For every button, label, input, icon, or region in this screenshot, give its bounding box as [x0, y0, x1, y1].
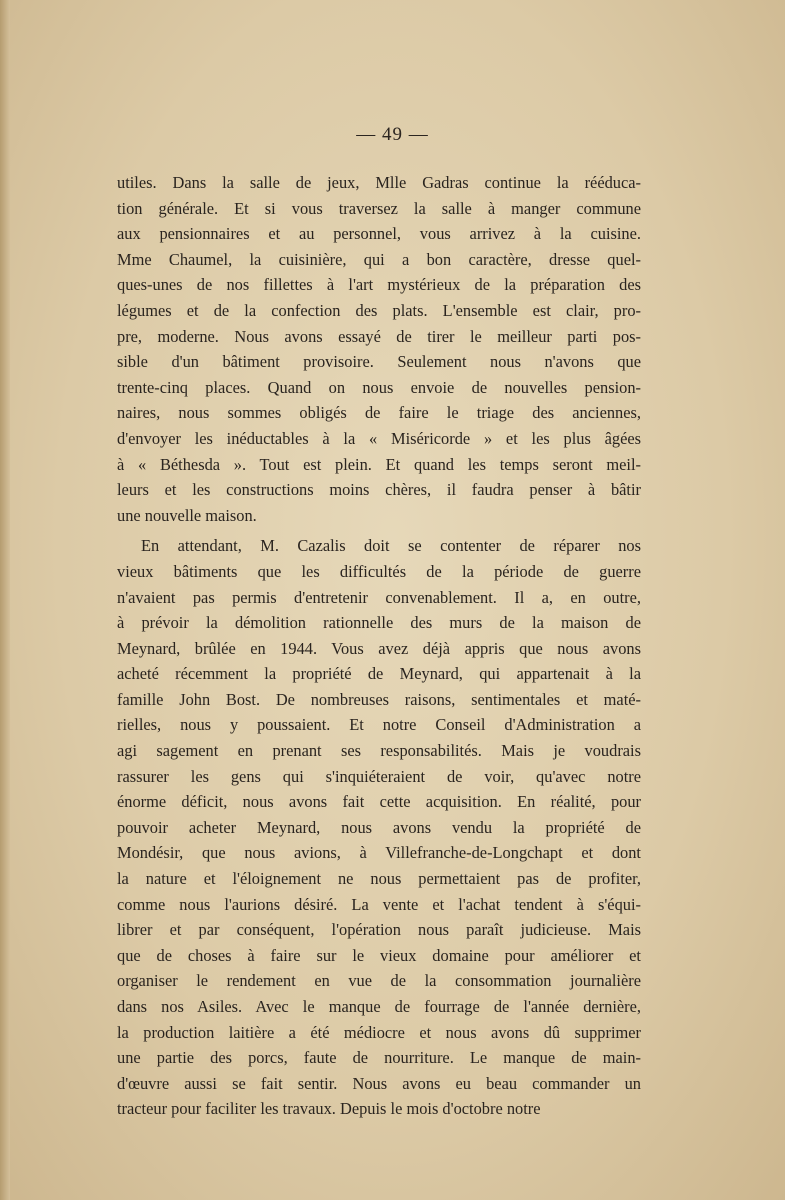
text-line: que de choses à faire sur le vieux domaine pour améliorer et	[117, 945, 641, 965]
text-line: Mondésir, que nous avions, à Villefranche-de-Longchapt et dont	[117, 843, 641, 863]
text-line: une nouvelle maison.	[117, 505, 257, 525]
text-line: à « Béthesda ». Tout est plein. Et quand les temps seront meil-	[117, 454, 641, 474]
text-line: librer et par conséquent, l'opération nous paraît judicieuse. Mais	[117, 920, 641, 940]
text-line: pouvoir acheter Meynard, nous avons vendu la propriété de	[117, 817, 641, 837]
body-text	[117, 170, 641, 1122]
text-line: énorme déficit, nous avons fait cette acquisition. En réalité, pour	[117, 792, 641, 812]
text-line: ques-unes de nos fillettes à l'art mystérieux de la préparation des	[117, 275, 641, 295]
paragraph-2	[117, 533, 641, 1122]
text-line: vieux bâtiments que les difficultés de la période de guerre	[117, 561, 641, 581]
text-line: d'envoyer les inéductables à la « Miséricorde » et les plus âgées	[117, 428, 641, 448]
text-line: tracteur pour faciliter les travaux. Depuis le mois d'octobre notre	[117, 1099, 541, 1119]
text-line: En attendant, M. Cazalis doit se contenter de réparer nos	[141, 536, 641, 556]
text-line: acheté récemment la propriété de Meynard, qui appartenait à la	[117, 664, 641, 684]
paragraph-1	[117, 170, 641, 528]
text-line: à prévoir la démolition rationnelle des murs de la maison de	[117, 613, 641, 633]
text-line: agi sagement en prenant ses responsabilités. Mais je voudrais	[117, 741, 641, 761]
text-line: organiser le rendement en vue de la consommation journalière	[117, 971, 641, 991]
text-line: une partie des porcs, faute de nourriture. Le manque de main-	[117, 1048, 641, 1068]
text-line: naires, nous sommes obligés de faire le triage des anciennes,	[117, 403, 641, 423]
text-line: rassurer les gens qui s'inquiéteraient de voir, qu'avec notre	[117, 766, 641, 786]
text-line: Mme Chaumel, la cuisinière, qui a bon caractère, dresse quel-	[117, 249, 641, 269]
text-line: légumes et de la confection des plats. L'ensemble est clair, pro-	[117, 300, 641, 320]
text-line: trente-cinq places. Quand on nous envoie de nouvelles pension-	[117, 377, 641, 397]
text-line: la nature et l'éloignement ne nous permettaient pas de profiter,	[117, 869, 641, 889]
text-line: comme nous l'aurions désiré. La vente et l'achat tendent à s'équi-	[117, 894, 641, 914]
text-line: aux pensionnaires et au personnel, vous arrivez à la cuisine.	[117, 224, 641, 244]
text-line: dans nos Asiles. Avec le manque de fourrage de l'année dernière,	[117, 997, 641, 1016]
text-line: la production laitière a été médiocre et nous avons dû supprimer	[117, 1022, 641, 1042]
text-line: Meynard, brûlée en 1944. Vous avez déjà appris que nous avons	[117, 638, 641, 658]
text-line: rielles, nous y poussaient. Et notre Conseil d'Administration a	[117, 715, 641, 735]
text-line: leurs et les constructions moins chères, il faudra penser à bâtir	[117, 480, 641, 500]
text-line: sible d'un bâtiment provisoire. Seulement nous n'avons que	[117, 352, 641, 372]
text-line: tion générale. Et si vous traversez la salle à manger commune	[117, 198, 641, 218]
text-line: famille John Bost. De nombreuses raisons, sentimentales et maté-	[117, 689, 641, 709]
text-line: pre, moderne. Nous avons essayé de tirer le meilleur parti pos-	[117, 326, 641, 346]
text-line: utiles. Dans la salle de jeux, Mlle Gadras continue la rééduca-	[117, 173, 641, 192]
page-binding-edge	[0, 0, 10, 1200]
page-number: — 49 —	[356, 124, 429, 145]
text-line: d'œuvre aussi se fait sentir. Nous avons eu beau commander un	[117, 1073, 641, 1093]
text-line: n'avaient pas permis d'entretenir convenablement. Il a, en outre,	[117, 587, 641, 607]
